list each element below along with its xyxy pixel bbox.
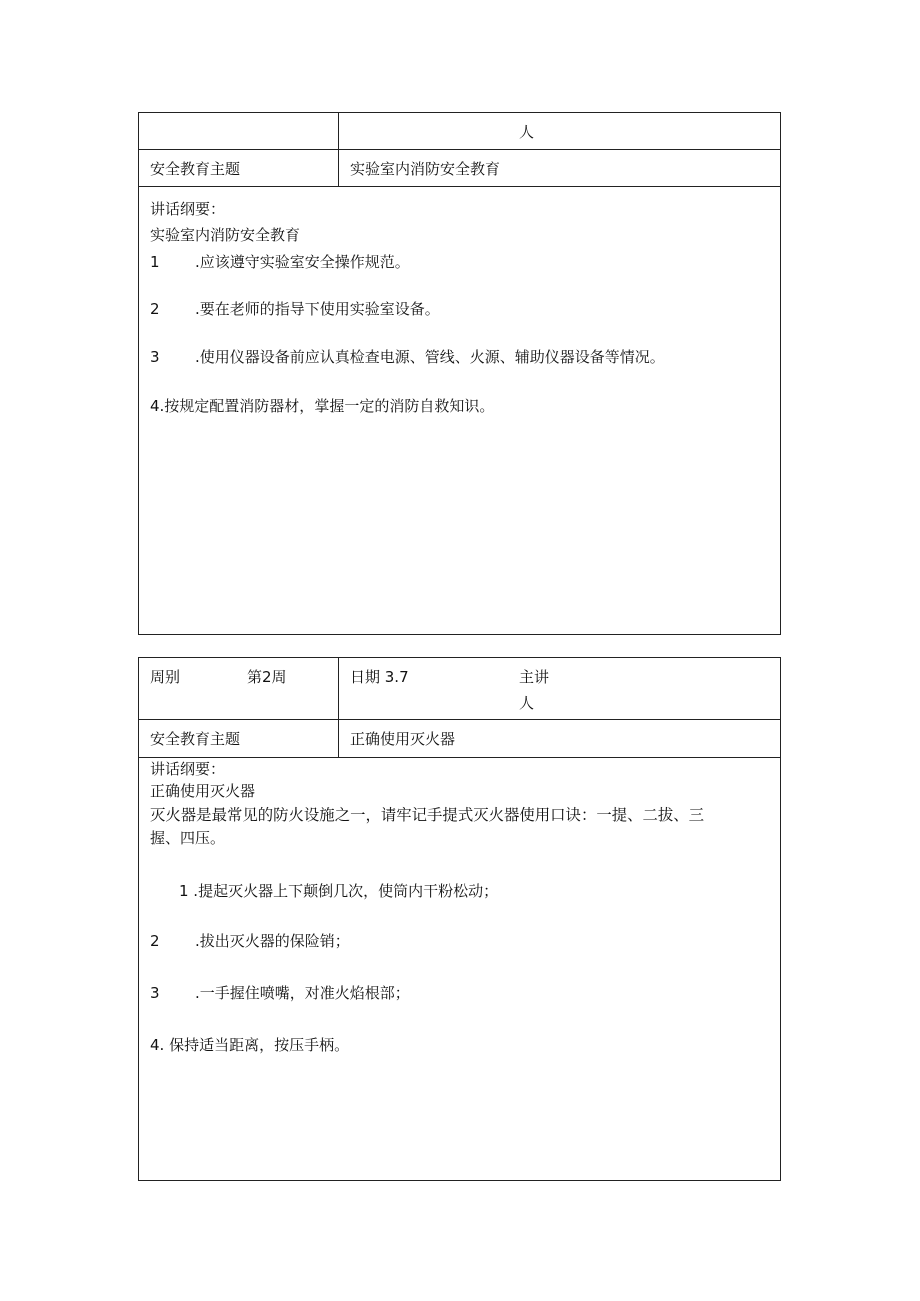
list-item [150,298,440,320]
list-item: 4. 保持适当距离，按压手柄。 [150,1036,350,1054]
item-number: 2 [150,300,160,318]
item-text: .要在老师的指导下使用实验室设备。 [195,300,440,318]
intro-text-cont: 握、四压。 [150,829,226,847]
outline-label: 讲话纲要： [150,760,226,778]
header-row [139,658,780,720]
item-number: 3 [150,984,160,1002]
speaker-label-cont: 人 [519,694,535,712]
topic-value: 实验室内消防安全教育 [350,160,501,178]
topic-label-cell [139,720,339,757]
intro-text: 灭火器是最常见的防火设施之一，请牢记手提式灭火器使用口诀：一提、二拔、三 [150,806,705,824]
outline-title: 实验室内消防安全教育 [150,226,301,244]
item-number: 3 [150,348,160,366]
header-row [139,113,780,150]
header-right-cell [339,113,780,149]
outline-section [139,187,780,634]
topic-label: 安全教育主题 [150,730,241,748]
outline-section [139,758,780,1180]
list-item: 4.按规定配置消防器材，掌握一定的消防自救知识。 [150,397,495,415]
item-text: .应该遵守实验室安全操作规范。 [195,253,410,271]
topic-value: 正确使用灭火器 [350,730,456,748]
topic-label: 安全教育主题 [150,160,241,178]
week-value: 第2周 [247,668,287,686]
topic-value-cell [339,150,780,186]
topic-row [139,150,780,187]
date-label: 日期 3.7 [350,668,409,686]
date-speaker-cell [339,658,780,719]
item-number: 2 [150,932,160,950]
topic-row [139,720,780,758]
list-item [150,930,350,952]
topic-value-cell [339,720,780,757]
list-item [150,251,410,273]
header-left-cell [139,113,339,149]
speaker-label: 人 [519,123,535,141]
week-cell [139,658,339,719]
item-text: .使用仪器设备前应认真检查电源、管线、火源、辅助仪器设备等情况。 [195,348,665,366]
week-label: 周别 [150,668,181,686]
speaker-label: 主讲 [519,668,550,686]
topic-label-cell [139,150,339,186]
safety-table-1 [138,112,781,635]
list-item [150,346,665,368]
item-text: .拔出灭火器的保险销； [195,932,350,950]
outline-label: 讲话纲要： [150,200,226,218]
list-item [150,982,410,1004]
safety-table-2 [138,657,781,1181]
list-item: 1 .提起灭火器上下颠倒几次，使筒内干粉松动； [179,882,499,900]
outline-title: 正确使用灭火器 [150,782,256,800]
item-number: 1 [150,253,160,271]
item-text: .一手握住喷嘴，对准火焰根部； [195,984,410,1002]
